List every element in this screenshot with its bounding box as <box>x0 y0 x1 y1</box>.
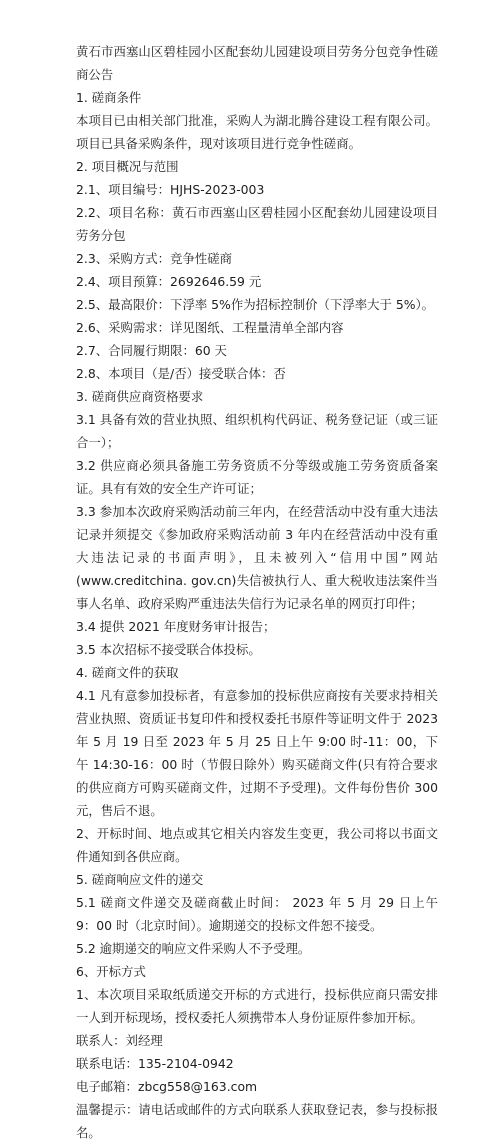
body-paragraph: 2.6、采购需求：详见图纸、工程量清单全部内容 <box>76 320 344 335</box>
body-paragraph: 2.3、采购方式：竞争性磋商 <box>76 251 233 266</box>
body-paragraph: 2.5、最高限价：下浮率 5%作为招标控制价（下浮率大于 5%）。 <box>76 297 435 312</box>
announcement-document <box>76 40 438 1144</box>
body-paragraph: 温馨提示：请电话或邮件的方式向联系人获取登记表，参与投标报名。 <box>76 1102 438 1140</box>
section-heading: 3. 磋商供应商资格要求 <box>76 389 204 404</box>
body-paragraph: 5.1 磋商文件递交及磋商截止时间： 2023 年 5 月 29 日上午 9：00 时（北京时间）。逾期递交的投标文件恕不接受。 <box>76 895 438 933</box>
section-heading: 6、开标方式 <box>76 964 146 979</box>
section-heading: 1. 磋商条件 <box>76 90 142 105</box>
section-heading: 4. 磋商文件的获取 <box>76 665 179 680</box>
body-paragraph: 2、开标时间、地点或其它相关内容发生变更，我公司将以书面文件通知到各供应商。 <box>76 826 438 864</box>
body-paragraph: 联系人：刘经理 <box>76 1033 163 1048</box>
body-paragraph: 3.1 具备有效的营业执照、组织机构代码证、税务登记证（或三证合一）； <box>76 412 438 450</box>
body-paragraph: 1、本次项目采取纸质递交开标的方式进行，投标供应商只需安排一人到开标现场，授权委托人须携带本人身份证原件参加开标。 <box>76 987 438 1025</box>
body-paragraph: 本项目已由相关部门批准，采购人为湖北腾谷建设工程有限公司。项目已具备采购条件，现对该项目进行竞争性磋商。 <box>76 113 438 151</box>
body-paragraph: 5.2 逾期递交的响应文件采购人不予受理。 <box>76 941 311 956</box>
body-paragraph: 4.1 凡有意参加投标者，有意参加的投标供应商按有关要求持相关营业执照、资质证书复印件和授权委托书原件等证明文件于 2023 年 5 月 19 日至 2023 年 5 月 25 日上午 9:00 时-11：00，下午 14:30-16：00 时（节假日除外）购买磋商文件(只有符合要求的供应商方可购买磋商文件，过期不予受理)。文件每份售价 300 元，售后不退。 <box>76 688 438 818</box>
section-heading: 2. 项目概况与范围 <box>76 159 179 174</box>
body-paragraph: 2.4、项目预算：2692646.59 元 <box>76 274 262 289</box>
body-paragraph: 2.1、项目编号：HJHS-2023-003 <box>76 182 265 197</box>
document-body <box>76 86 438 1144</box>
body-paragraph: 2.7、合同履行期限：60 天 <box>76 343 227 358</box>
section-heading: 5. 磋商响应文件的递交 <box>76 872 204 887</box>
body-paragraph: 3.5 本次招标不接受联合体投标。 <box>76 642 261 657</box>
document-title: 黄石市西塞山区碧桂园小区配套幼儿园建设项目劳务分包竞争性磋商公告 <box>76 44 438 82</box>
body-paragraph: 联系电话：135-2104-0942 <box>76 1056 234 1071</box>
body-paragraph: 2.8、本项目（是/否）接受联合体：否 <box>76 366 286 381</box>
body-paragraph: 3.3 参加本次政府采购活动前三年内，在经营活动中没有重大违法记录并须提交《参加政府采购活动前 3 年内在经营活动中没有重大违法记录的书面声明》，且未被列入“信用中国”网站(www.creditchina. gov.cn)失信被执行人、重大税收违法案件当事人名单、政府采购严重违法失信行为记录名单的网页打印件； <box>76 504 438 611</box>
body-paragraph: 3.4 提供 2021 年度财务审计报告； <box>76 619 276 634</box>
body-paragraph: 2.2、项目名称：黄石市西塞山区碧桂园小区配套幼儿园建设项目劳务分包 <box>76 205 438 243</box>
body-paragraph: 电子邮箱：zbcg558@163.com <box>76 1079 258 1094</box>
body-paragraph: 3.2 供应商必须具备施工劳务资质不分等级或施工劳务资质备案证。具有有效的安全生产许可证； <box>76 458 438 496</box>
